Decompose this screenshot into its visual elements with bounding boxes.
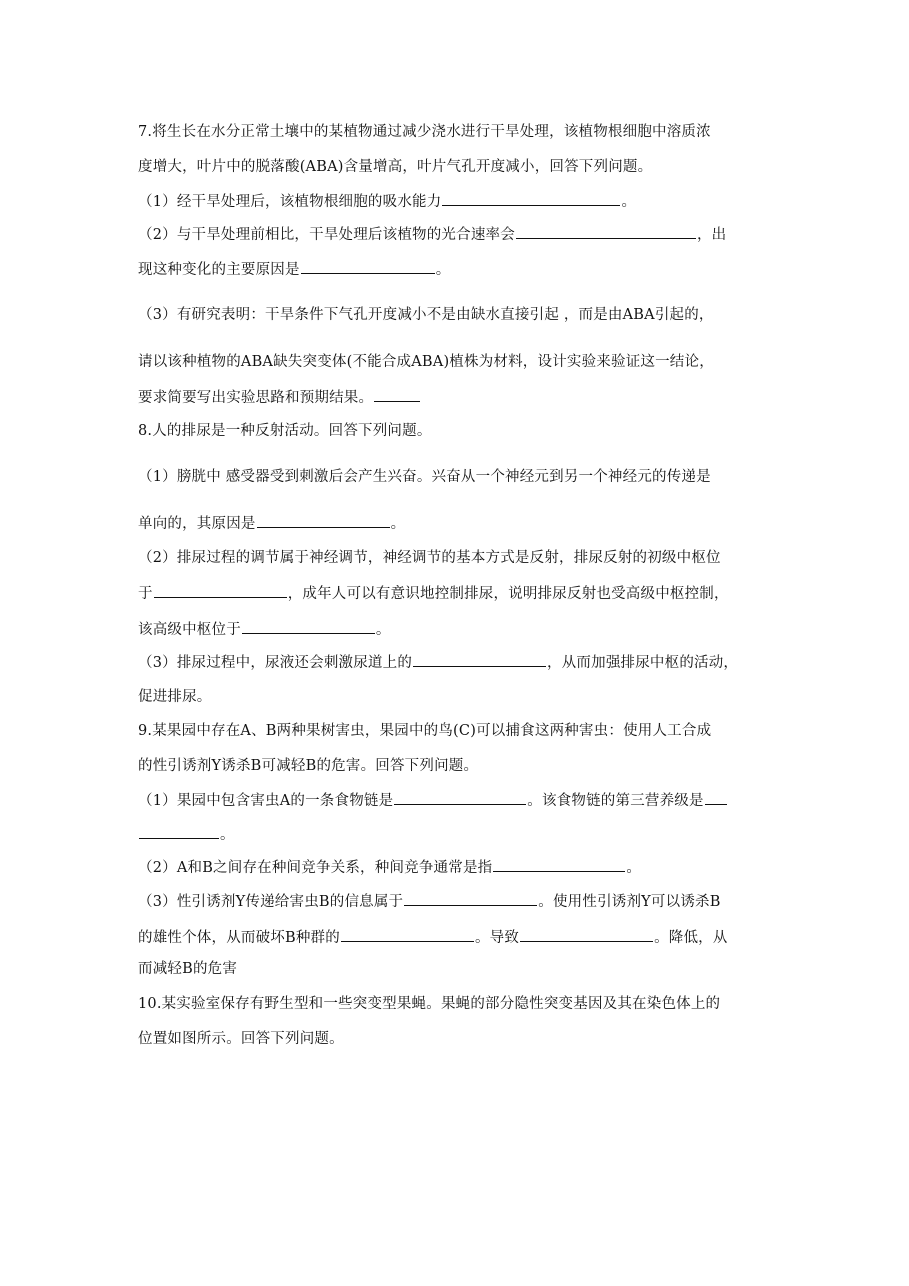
q9-part3-text-1: （3）性引诱剂Y传递给害虫B的信息属于: [138, 894, 404, 910]
q8-part3-line-1: [138, 651, 738, 674]
q10-stem-text-1: 10.某实验室保存有野生型和一些突变型果蝇。果蝇的部分隐性突变基因及其在染色体上的: [138, 996, 721, 1012]
q8-part3-text-2: ，从而加强排尿中枢的活动，: [547, 655, 739, 671]
q8-part1-answer-blank[interactable]: [257, 512, 390, 528]
q7-part3-line-3: [138, 386, 421, 409]
q9-part3-answer-blank-2[interactable]: [341, 926, 474, 942]
q7-part2-line2-text: 现这种变化的主要原因是: [138, 262, 300, 278]
q9-part3-line-2: [138, 926, 728, 949]
q8-part2-text-3: ，成年人可以有意识地控制排尿，说明排尿反射也受高级中枢控制，: [287, 586, 729, 602]
q7-part3-text-2: 请以该种植物的ABA缺失突变体(不能合成ABA)植株为材料，设计实验来验证这一结论，: [138, 354, 714, 370]
q7-stem-text-1: 7.将生长在水分正常土壤中的某植物通过减少浇水进行干旱处理，该植物根细胞中溶质浓: [138, 124, 711, 140]
q8-stem-text: 8.人的排尿是一种反射活动。回答下列问题。: [138, 423, 432, 439]
q10-stem-line-2: [138, 1028, 344, 1050]
q9-stem-line-2: [138, 755, 478, 777]
q9-part1-line-1: [138, 789, 728, 812]
q8-part2-answer-blank-1[interactable]: [154, 582, 287, 598]
q9-part2-end: 。: [626, 860, 642, 876]
q7-part3-line-1: [138, 304, 714, 326]
q9-part1-answer-blank-1[interactable]: [394, 789, 526, 805]
q8-part2-line-3: [138, 618, 391, 641]
q7-part1-text: （1）经干旱处理后，该植物根细胞的吸水能力: [138, 194, 442, 210]
q9-part3-text-3: 的雄性个体，从而破坏B种群的: [138, 930, 340, 946]
q7-part1-end: 。: [621, 194, 637, 210]
q7-part3-line-2: [138, 351, 714, 373]
q9-stem-line-1: [138, 720, 711, 742]
q9-part3-line-3: [138, 958, 237, 980]
q8-part2-text-1: （2）排尿过程的调节属于神经调节，神经调节的基本方式是反射，排尿反射的初级中枢位: [138, 550, 721, 566]
q9-part3-answer-blank-1[interactable]: [404, 890, 537, 906]
q7-part3-text-3: 要求简要写出实验思路和预期结果。: [138, 390, 374, 406]
q9-part3-line-1: [138, 890, 721, 913]
q8-part1-line-2: [138, 512, 405, 535]
q9-stem-text-2: 的性引诱剂Y诱杀B可减轻B的危害。回答下列问题。: [138, 758, 479, 774]
q8-part1-text-2: 单向的，其原因是: [138, 516, 256, 532]
q9-part1-text-2: 。该食物链的第三营养级是: [527, 793, 704, 809]
q9-part1-end: 。: [220, 827, 235, 843]
q8-part1-end: 。: [390, 516, 406, 532]
q8-part3-answer-blank[interactable]: [413, 651, 546, 667]
q7-part2-text: （2）与干旱处理前相比，干旱处理后该植物的光合速率会: [138, 227, 515, 243]
q10-stem-line-1: [138, 993, 720, 1015]
q7-part3-answer-blank[interactable]: [374, 386, 420, 402]
q9-part3-text-6: 而减轻B的危害: [138, 961, 238, 977]
q7-part1-answer-blank[interactable]: [442, 190, 620, 206]
q9-part3-text-4: 。导致: [474, 930, 520, 946]
q7-part3-text-1: （3）有研究表明：干旱条件下气孔开度减小不是由缺水直接引起 ，而是由ABA引起的，: [138, 307, 714, 323]
q7-stem-text-2: 度增大，叶片中的脱落酸(ABA)含量增高，叶片气孔开度减小，回答下列问题。: [138, 159, 653, 175]
q7-stem-line-2: [138, 156, 652, 178]
q7-stem-line-1: [138, 121, 711, 143]
q9-part2-answer-blank[interactable]: [493, 856, 625, 872]
q8-stem: [138, 420, 432, 442]
q9-part2-text: （2）A和B之间存在种间竞争关系，种间竞争通常是指: [138, 860, 493, 876]
q8-part1-line-1: [138, 466, 711, 488]
q7-part2-answer-blank-1[interactable]: [516, 223, 696, 239]
q8-part2-text-4: 该高级中枢位于: [138, 622, 241, 638]
q9-stem-text-1: 9.某果园中存在A、B两种果树害虫，果园中的鸟(C)可以捕食这两种害虫：使用人工合成: [138, 723, 712, 739]
q7-part2-answer-blank-2[interactable]: [301, 258, 435, 274]
q8-part3-text-1: （3）排尿过程中，尿液还会刺激尿道上的: [138, 655, 413, 671]
q9-part1-line-2: [138, 823, 235, 846]
q8-part3-line-2: [138, 686, 212, 708]
q7-part2-line-2: [138, 258, 450, 281]
q8-part2-answer-blank-2[interactable]: [242, 618, 375, 634]
q10-stem-text-2: 位置如图所示。回答下列问题。: [138, 1031, 344, 1047]
q8-part3-text-3: 促进排尿。: [138, 689, 212, 705]
q9-part3-answer-blank-3[interactable]: [520, 926, 653, 942]
q9-part1-answer-blank-2a[interactable]: [705, 789, 727, 805]
q9-part1-answer-blank-2b[interactable]: [139, 823, 219, 839]
q7-part2-end: 。: [435, 262, 451, 278]
q7-part2-mid: ，出: [696, 227, 727, 243]
q8-part1-text-1: （1）膀胱中 感受器受到刺激后会产生兴奋。兴奋从一个神经元到另一个神经元的传递是: [138, 469, 711, 485]
q9-part2: [138, 856, 641, 879]
q9-part1-text-1: （1）果园中包含害虫A的一条食物链是: [138, 793, 394, 809]
q9-part3-text-5: 。降低，从: [654, 930, 728, 946]
q8-part2-text-2: 于: [138, 586, 153, 602]
q7-part2-line-1: [138, 223, 726, 246]
q8-part2-line-2: [138, 582, 729, 605]
q8-part2-line-1: [138, 547, 721, 569]
q7-part1: [138, 190, 636, 213]
q8-part2-end: 。: [375, 622, 391, 638]
q9-part3-text-2: 。使用性引诱剂Y可以诱杀B: [538, 894, 721, 910]
